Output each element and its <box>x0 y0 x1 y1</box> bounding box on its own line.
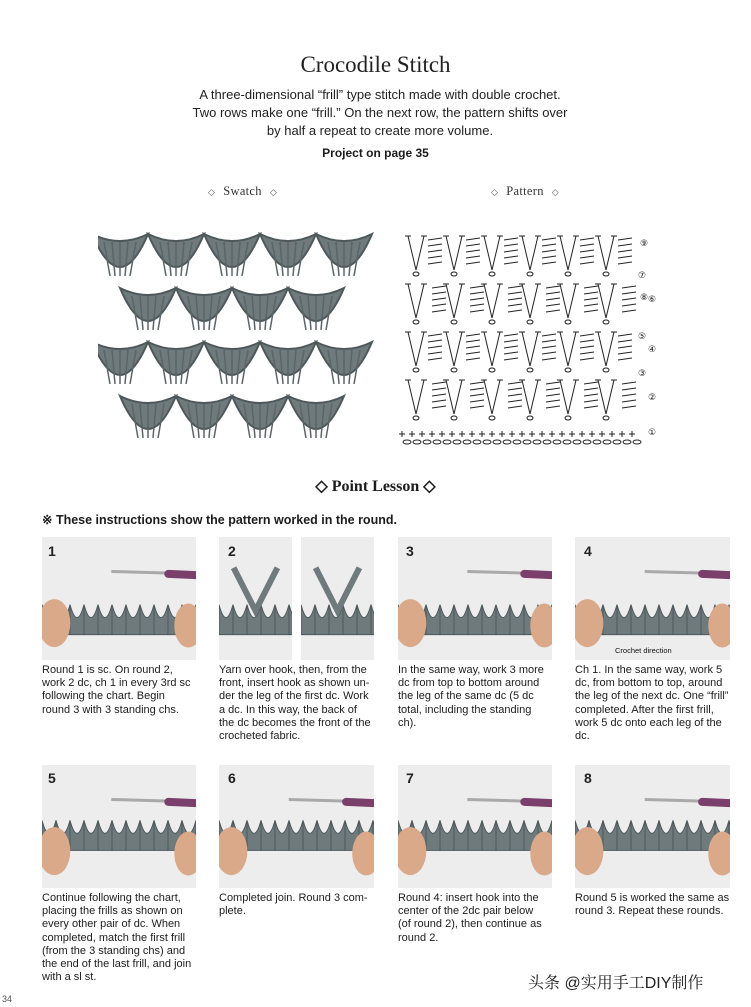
chart-chain <box>489 368 495 372</box>
row-label: ⑦ <box>638 271 647 281</box>
step-text: Round 5 is worked the same as round 3. Repeat these rounds. <box>575 892 730 918</box>
chart-chain <box>543 440 551 444</box>
chart-frill-stitch <box>428 244 442 246</box>
chart-frill-stitch <box>432 388 446 390</box>
chart-dc-pair <box>484 332 500 366</box>
row-label: ⑧ <box>640 293 649 303</box>
chart-frill-stitch <box>466 262 480 264</box>
chart-frill-stitch <box>546 310 560 312</box>
step-text: Ch 1. In the same way, work 5 dc, from bottom to top, around the leg of the next dc. One “frill” completed. After the first frill, work 5 dc onto each leg of the dc. <box>575 664 729 743</box>
chart-frill-stitch <box>432 292 446 294</box>
chart-frill-stitch <box>542 244 556 246</box>
chart-frill-stitch <box>618 334 632 336</box>
chart-chain <box>603 416 609 420</box>
step-photo-6 <box>219 765 374 888</box>
chart-frill-stitch <box>618 250 632 252</box>
chart-frill-stitch <box>504 262 518 264</box>
step-number: 1 <box>48 543 56 559</box>
step-number: 5 <box>48 770 56 786</box>
chart-frill-stitch <box>470 382 484 384</box>
chart-frill-stitch <box>546 298 560 300</box>
chart-chain <box>413 440 421 444</box>
chart-frill-stitch <box>508 382 522 384</box>
chart-frill-stitch <box>504 340 518 342</box>
step-number: 7 <box>406 770 414 786</box>
chart-frill-stitch <box>580 250 594 252</box>
intro-line: A three-dimensional “frill” type stitch made with double crochet. <box>199 87 561 102</box>
chart-chain <box>451 272 457 276</box>
chart-frill-stitch <box>618 352 632 354</box>
chart-chain <box>483 440 491 444</box>
chart-frill-stitch <box>470 286 484 288</box>
chart-frill-stitch <box>432 310 446 312</box>
chart-chain <box>533 440 541 444</box>
step-number: 8 <box>584 770 592 786</box>
chart-frill-stitch <box>466 238 480 240</box>
diamond-icon: ◇ <box>423 478 436 495</box>
chart-frill-stitch <box>622 298 636 300</box>
chart-frill-stitch <box>470 400 484 402</box>
step-number: 3 <box>406 543 414 559</box>
chart-frill-stitch <box>622 304 636 306</box>
chart-frill-stitch <box>508 388 522 390</box>
chart-chain <box>527 416 533 420</box>
chart-dc-pair <box>522 284 538 318</box>
chart-frill-stitch <box>470 394 484 396</box>
chart-chain <box>583 440 591 444</box>
chart-chain <box>603 440 611 444</box>
chart-frill-stitch <box>432 286 446 288</box>
chart-chain <box>565 272 571 276</box>
row-label: ⑥ <box>648 295 657 305</box>
chart-frill-stitch <box>542 262 556 264</box>
chart-frill-stitch <box>622 394 636 396</box>
chart-chain <box>473 440 481 444</box>
chart-dc-pair <box>446 236 462 270</box>
chart-frill-stitch <box>508 400 522 402</box>
step-photo-1 <box>42 537 196 660</box>
photo-background <box>575 765 730 888</box>
chart-frill-stitch <box>542 334 556 336</box>
chart-frill-stitch <box>428 340 442 342</box>
chart-chain <box>413 272 419 276</box>
chart-chain <box>565 320 571 324</box>
chart-frill-stitch <box>428 346 442 348</box>
step-text: Round 4: insert hook into the center of the 2dc pair below (of round 2), then continue as round 2. <box>398 892 542 944</box>
chart-frill-stitch <box>542 358 556 360</box>
chart-frill-stitch <box>432 400 446 402</box>
chart-chain <box>443 440 451 444</box>
chart-frill-stitch <box>508 406 522 408</box>
chart-frill-stitch <box>504 346 518 348</box>
chart-frill-stitch <box>466 358 480 360</box>
step-photo-8 <box>575 765 730 888</box>
chart-frill-stitch <box>580 334 594 336</box>
step-photo-4 <box>575 537 730 660</box>
chart-frill-stitch <box>504 238 518 240</box>
swatch-label: Swatch <box>223 184 262 198</box>
photo-background <box>398 765 552 888</box>
chart-frill-stitch <box>584 304 598 306</box>
chart-frill-stitch <box>470 298 484 300</box>
chart-frill-stitch <box>470 310 484 312</box>
chart-frill-stitch <box>584 406 598 408</box>
chart-frill-stitch <box>546 394 560 396</box>
hook-handle <box>524 802 552 803</box>
chart-frill-stitch <box>618 262 632 264</box>
chart-frill-stitch <box>580 256 594 258</box>
chart-frill-stitch <box>580 262 594 264</box>
step-photo-5 <box>42 765 196 888</box>
chart-frill-stitch <box>546 382 560 384</box>
chart-chain <box>523 440 531 444</box>
chart-dc-pair <box>522 236 538 270</box>
chart-frill-stitch <box>428 238 442 240</box>
chart-frill-stitch <box>584 388 598 390</box>
chart-chain <box>451 416 457 420</box>
diamond-icon: ◇ <box>551 187 559 197</box>
chart-frill-stitch <box>584 310 598 312</box>
chart-chain <box>527 272 533 276</box>
chart-frill-stitch <box>470 388 484 390</box>
chart-chain <box>613 440 621 444</box>
chart-frill-stitch <box>432 394 446 396</box>
round-note: ※ These instructions show the pattern worked in the round. <box>42 513 397 527</box>
row-label: ⑤ <box>638 332 647 342</box>
chart-frill-stitch <box>584 382 598 384</box>
chart-dc-pair <box>598 380 614 414</box>
chart-dc-pair <box>560 380 576 414</box>
chart-frill-stitch <box>542 250 556 252</box>
photo-background <box>575 537 730 660</box>
chart-chain <box>573 440 581 444</box>
chart-frill-stitch <box>504 250 518 252</box>
row-label: ① <box>648 428 657 438</box>
chart-frill-stitch <box>470 292 484 294</box>
chart-chain <box>493 440 501 444</box>
chart-frill-stitch <box>622 286 636 288</box>
step-photo-3 <box>398 537 552 660</box>
chart-chain <box>453 440 461 444</box>
chart-chain <box>633 440 641 444</box>
photo-background <box>42 765 196 888</box>
chart-chain <box>463 440 471 444</box>
chart-frill-stitch <box>508 286 522 288</box>
chart-frill-stitch <box>546 304 560 306</box>
chart-chain <box>451 368 457 372</box>
chart-frill-stitch <box>542 238 556 240</box>
chart-frill-stitch <box>508 394 522 396</box>
diamond-icon: ◇ <box>315 478 328 495</box>
stitch-chart <box>394 222 674 448</box>
row-label: ② <box>648 393 657 403</box>
page-title: Crocodile Stitch <box>300 52 451 77</box>
step-text: In the same way, work 3 more dc from top to bottom around the leg of the same dc (5 dc total, including the standing ch). <box>398 664 544 729</box>
chart-frill-stitch <box>622 400 636 402</box>
chart-dc-pair <box>446 332 462 366</box>
chart-frill-stitch <box>504 256 518 258</box>
photo-background <box>398 537 552 660</box>
photo-background <box>301 537 374 660</box>
chart-frill-stitch <box>580 346 594 348</box>
chart-frill-stitch <box>580 238 594 240</box>
chart-frill-stitch <box>466 340 480 342</box>
chart-frill-stitch <box>504 352 518 354</box>
chart-chain <box>593 440 601 444</box>
chart-chain <box>503 440 511 444</box>
hook-handle <box>702 574 730 575</box>
chart-dc-pair <box>484 236 500 270</box>
intro-line: by half a repeat to create more volume. <box>266 123 494 138</box>
chart-chain <box>423 440 431 444</box>
swatch-photo <box>98 212 380 448</box>
chart-dc-pair <box>598 332 614 366</box>
photo-background <box>219 765 374 888</box>
chart-frill-stitch <box>508 304 522 306</box>
chart-chain <box>553 440 561 444</box>
chart-frill-stitch <box>580 358 594 360</box>
chart-chain <box>603 368 609 372</box>
step-text: Yarn over hook, then, from the front, insert hook as shown under the leg of the first dc. Work a dc. In this way, the back of the dc becomes the front of the crocheted fabric. <box>219 664 371 743</box>
diamond-icon: ◇ <box>208 187 216 197</box>
pattern-caption <box>483 184 567 199</box>
chart-frill-stitch <box>542 346 556 348</box>
chart-frill-stitch <box>432 304 446 306</box>
hook-handle <box>168 802 196 803</box>
chart-frill-stitch <box>546 406 560 408</box>
chart-frill-stitch <box>466 256 480 258</box>
chart-frill-stitch <box>470 304 484 306</box>
chart-frill-stitch <box>508 310 522 312</box>
diamond-icon: ◇ <box>491 187 499 197</box>
point-lesson-heading <box>0 476 751 496</box>
step-text: Continue following the chart, placing the frills as shown on every other pair of dc. When completed, match the first frill (from the 3 standing chs) and the end of the last frill, and join with a sl st. <box>42 892 192 984</box>
chart-chain <box>513 440 521 444</box>
chart-chain <box>413 320 419 324</box>
step-text: Round 1 is sc. On round 2, work 2 dc, ch 1 in every 3rd sc following the chart. Begin round 3 with 3 standing chs. <box>42 664 191 716</box>
chart-frill-stitch <box>428 352 442 354</box>
chart-frill-stitch <box>580 352 594 354</box>
chart-dc-pair <box>408 236 424 270</box>
chart-chain <box>403 440 411 444</box>
chart-chain <box>413 416 419 420</box>
chart-frill-stitch <box>584 298 598 300</box>
chart-frill-stitch <box>508 292 522 294</box>
hook-handle <box>702 802 730 803</box>
chart-frill-stitch <box>428 334 442 336</box>
chart-frill-stitch <box>546 400 560 402</box>
chart-frill-stitch <box>580 340 594 342</box>
chart-frill-stitch <box>622 292 636 294</box>
chart-dc-pair <box>408 284 424 318</box>
chart-chain <box>451 320 457 324</box>
chart-frill-stitch <box>584 400 598 402</box>
pattern-label: Pattern <box>506 184 544 198</box>
chart-dc-pair <box>446 284 462 318</box>
step-number: 4 <box>584 543 592 559</box>
chart-dc-pair <box>408 332 424 366</box>
chart-frill-stitch <box>466 346 480 348</box>
chart-dc-pair <box>408 380 424 414</box>
chart-dc-pair <box>522 380 538 414</box>
chart-frill-stitch <box>618 244 632 246</box>
intro-line: Two rows make one “frill.” On the next row, the pattern shifts over <box>192 105 568 120</box>
step-photo-7 <box>398 765 552 888</box>
chart-chain <box>489 416 495 420</box>
step-photo-2b <box>301 537 374 660</box>
chart-frill-stitch <box>504 244 518 246</box>
chart-chain <box>565 416 571 420</box>
chart-frill-stitch <box>618 238 632 240</box>
photo-background <box>42 537 196 660</box>
hook-handle <box>524 574 552 575</box>
chart-frill-stitch <box>618 256 632 258</box>
step-number: 6 <box>228 770 236 786</box>
intro-paragraph <box>150 86 610 140</box>
chart-frill-stitch <box>622 382 636 384</box>
chart-chain <box>623 440 631 444</box>
chart-frill-stitch <box>618 358 632 360</box>
crochet-direction-label: Crochet direction <box>615 646 672 655</box>
hook-handle <box>168 574 196 575</box>
chart-frill-stitch <box>428 250 442 252</box>
chart-chain <box>527 368 533 372</box>
chart-dc-pair <box>484 380 500 414</box>
chart-dc-pair <box>484 284 500 318</box>
chart-frill-stitch <box>428 262 442 264</box>
row-label: ⑨ <box>640 239 649 249</box>
chart-frill-stitch <box>504 334 518 336</box>
chart-frill-stitch <box>584 286 598 288</box>
chart-chain <box>527 320 533 324</box>
swatch-caption <box>200 184 285 199</box>
chart-chain <box>433 440 441 444</box>
chart-chain <box>413 368 419 372</box>
chart-frill-stitch <box>466 352 480 354</box>
hook-handle <box>346 802 374 803</box>
chart-chain <box>565 368 571 372</box>
chart-chain <box>603 272 609 276</box>
chart-dc-pair <box>560 332 576 366</box>
chart-chain <box>489 272 495 276</box>
step-text: Completed join. Round 3 complete. <box>219 892 368 918</box>
chart-frill-stitch <box>542 352 556 354</box>
chart-frill-stitch <box>546 292 560 294</box>
chart-frill-stitch <box>618 346 632 348</box>
chart-frill-stitch <box>466 334 480 336</box>
project-reference: Project on page 35 <box>322 146 429 160</box>
chart-frill-stitch <box>542 256 556 258</box>
chart-frill-stitch <box>584 292 598 294</box>
chart-frill-stitch <box>622 310 636 312</box>
chart-frill-stitch <box>428 256 442 258</box>
chart-frill-stitch <box>432 382 446 384</box>
chart-dc-pair <box>446 380 462 414</box>
chart-dc-pair <box>598 284 614 318</box>
point-lesson-title: Point Lesson <box>331 478 420 495</box>
chart-dc-pair <box>560 236 576 270</box>
chart-frill-stitch <box>508 298 522 300</box>
chart-frill-stitch <box>466 250 480 252</box>
chart-dc-pair <box>522 332 538 366</box>
chart-frill-stitch <box>622 406 636 408</box>
chart-frill-stitch <box>432 298 446 300</box>
chart-frill-stitch <box>622 388 636 390</box>
chart-frill-stitch <box>546 388 560 390</box>
row-label: ④ <box>648 345 657 355</box>
chart-frill-stitch <box>546 286 560 288</box>
chart-frill-stitch <box>466 244 480 246</box>
chart-chain <box>563 440 571 444</box>
step-number: 2 <box>228 543 236 559</box>
diamond-icon: ◇ <box>269 187 278 197</box>
chart-frill-stitch <box>618 340 632 342</box>
chart-frill-stitch <box>580 244 594 246</box>
chart-frill-stitch <box>428 358 442 360</box>
page-number: 34 <box>2 994 13 1004</box>
row-label: ③ <box>638 369 647 379</box>
chart-frill-stitch <box>432 406 446 408</box>
chart-frill-stitch <box>470 406 484 408</box>
chart-dc-pair <box>560 284 576 318</box>
watermark: 头条 @实用手工DIY制作 <box>528 975 704 992</box>
chart-frill-stitch <box>504 358 518 360</box>
chart-chain <box>489 320 495 324</box>
chart-frill-stitch <box>584 394 598 396</box>
chart-chain <box>603 320 609 324</box>
chart-frill-stitch <box>542 340 556 342</box>
chart-dc-pair <box>598 236 614 270</box>
